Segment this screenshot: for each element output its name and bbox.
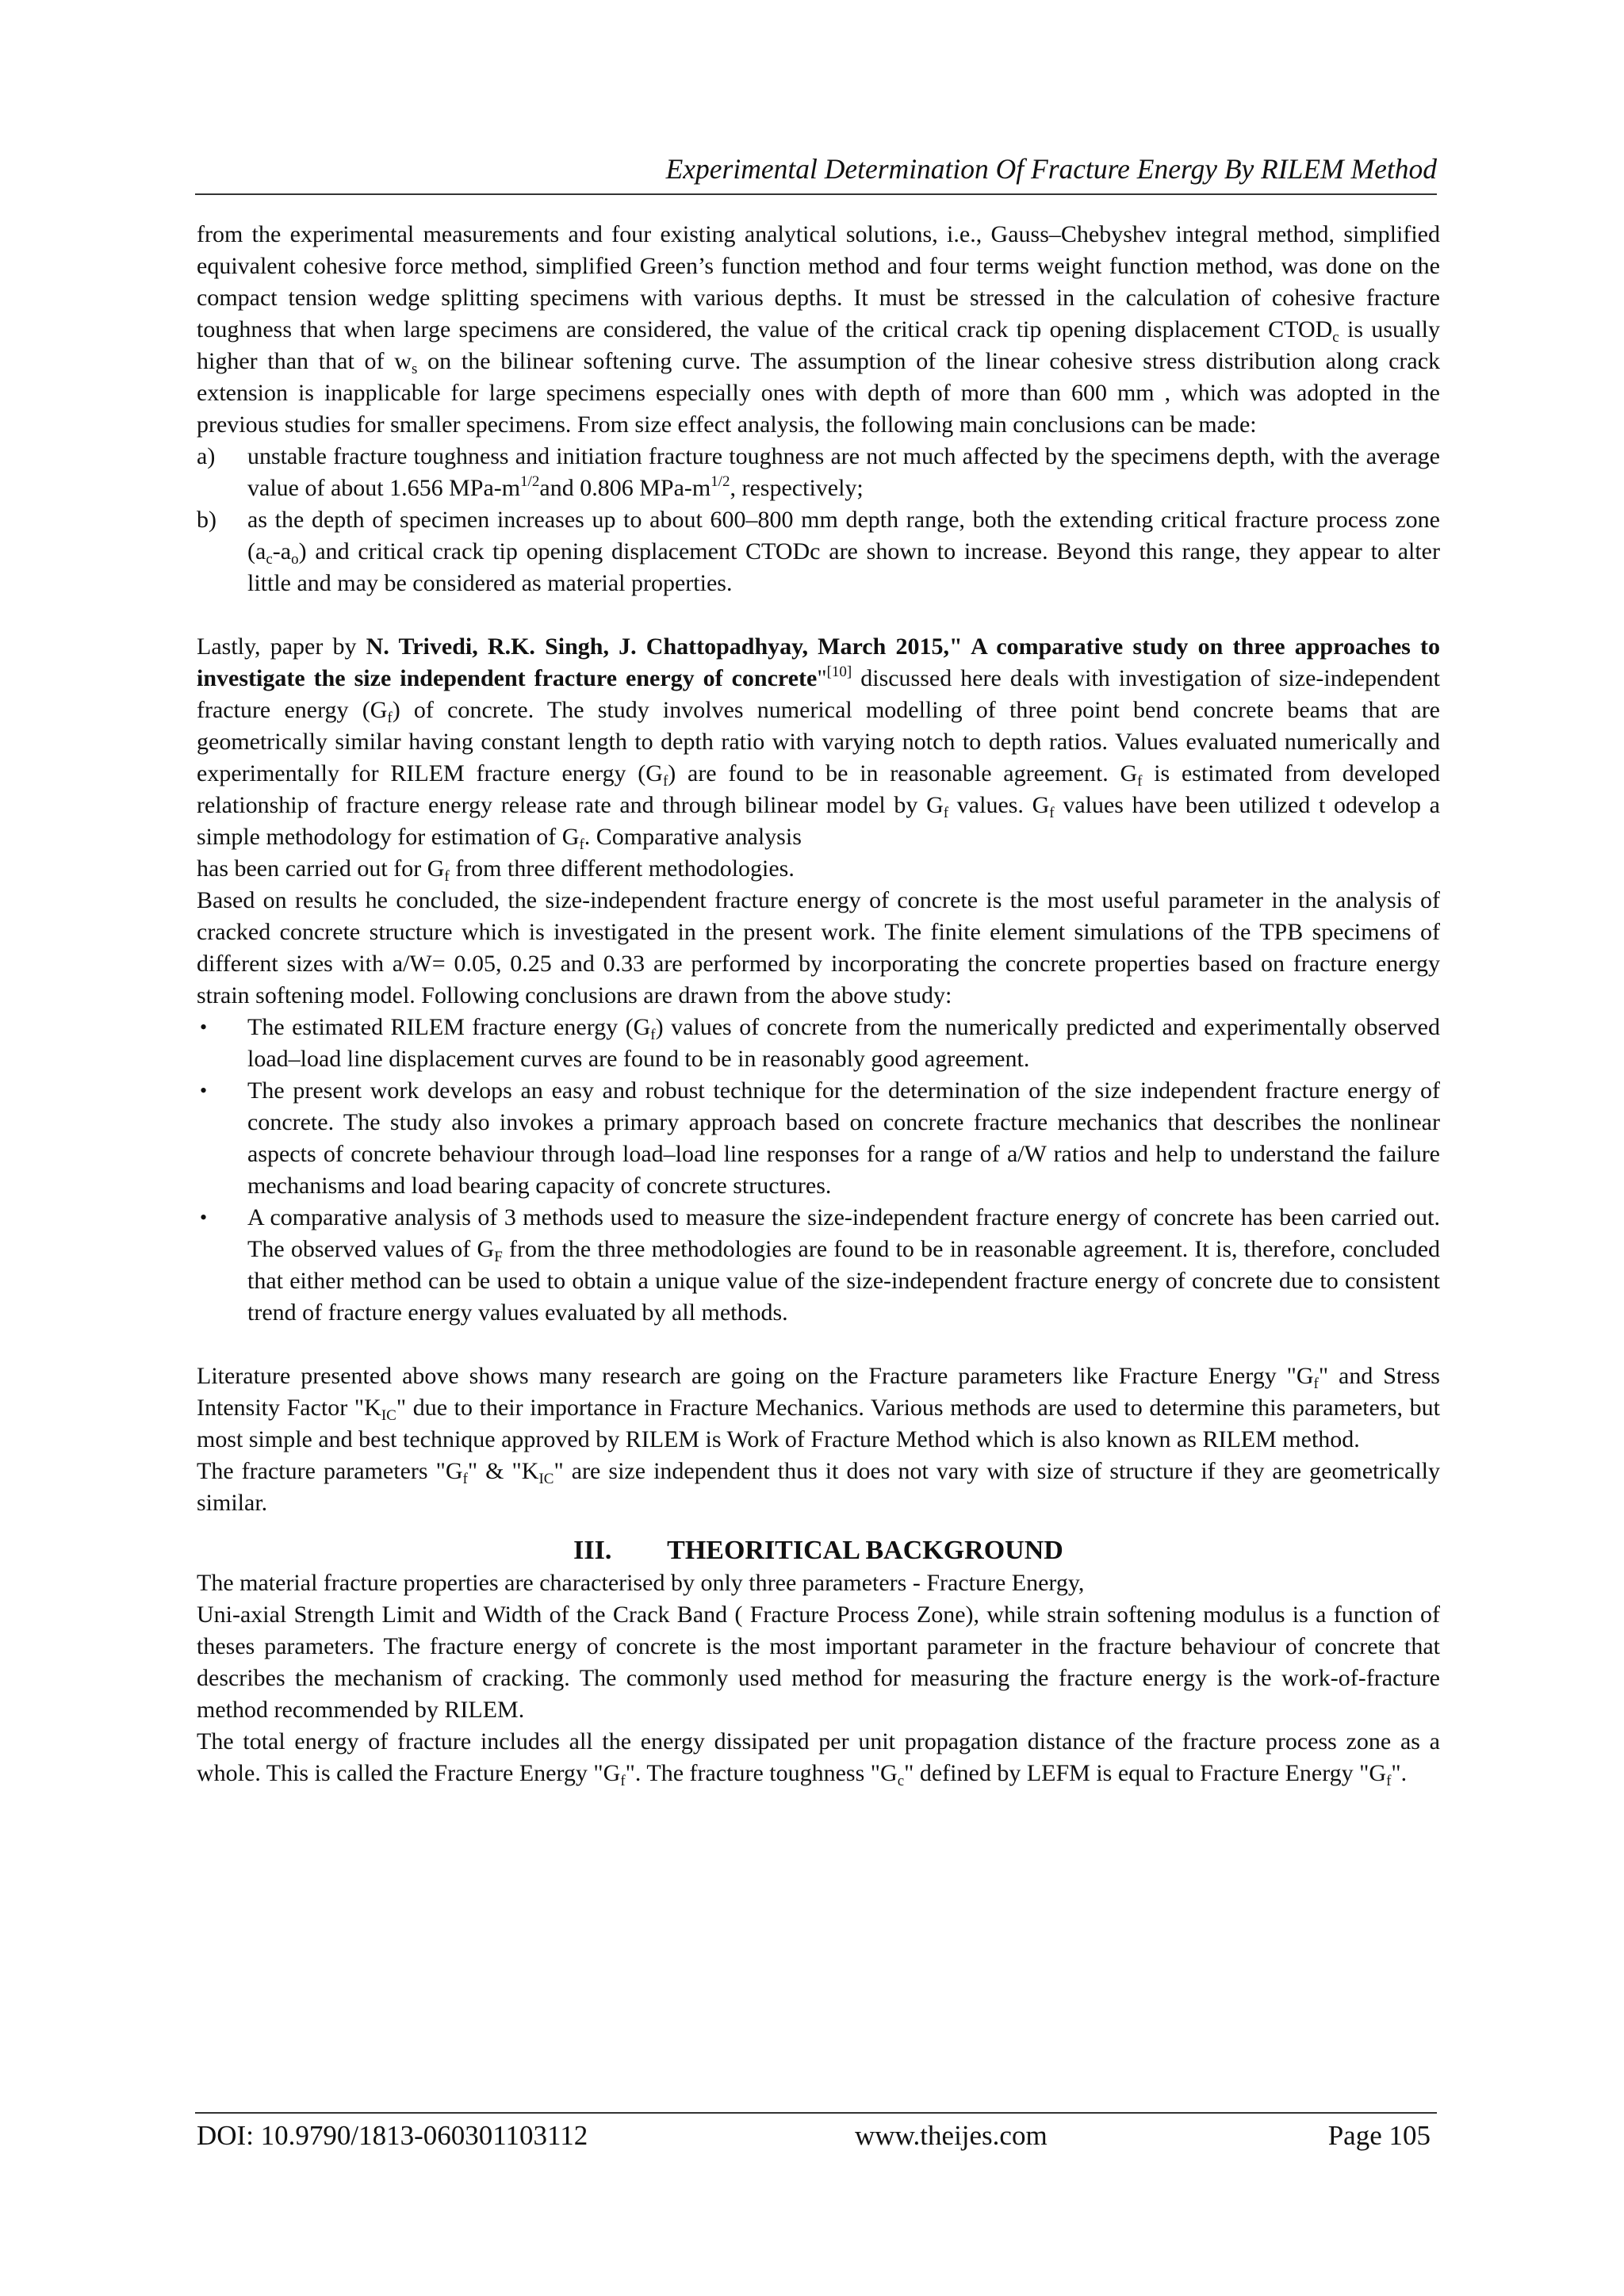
section-number: III.	[573, 1536, 612, 1565]
size-effect-conclusions	[197, 441, 1440, 599]
size-independent-paragraph: The fracture parameters "$G_f$" & "$K_{IC}$" are size independent thus it does not vary with size of structure if they are geometrically similar.	[197, 1458, 1440, 1516]
section-heading	[197, 1534, 1440, 1567]
footer-page-number: Page 105	[1327, 2120, 1431, 2151]
header-rule	[195, 193, 1437, 195]
conclusion-b: b) as the depth of specimen increases up to about 600–800 mm depth range, both the extending critical fracture process zone $(a_c-a_o)$ and critical crack tip opening displacement CTODc are shown to increase. Beyond this range, they appear to alter little and may be considered as material properties.	[197, 507, 1440, 596]
comparative-line: has been carried out for $G_f$ from three different methodologies.	[197, 855, 795, 885]
conclusion-bullet-3: • A comparative analysis of 3 methods used to measure the size-independent fracture energy of concrete has been carried out. The observed values of $G_F$ from the three methodologies are found to be in reasonable agreement. It is, therefore, concluded that either method can be used to obtain a unique value of the size-independent fracture energy of concrete due to consistent trend of fracture energy values evaluated by all methods.	[197, 1202, 1440, 1329]
study-conclusions	[197, 1012, 1440, 1329]
footer-website: www.theijes.com	[855, 2120, 1048, 2151]
section-paragraph-2: Uni-axial Strength Limit and Width of the Crack Band ( Fracture Process Zone), while strain softening modulus is a function of theses parameters. The fracture energy of concrete is the most important parameter in the fracture behaviour of concrete that describes the mechanism of cracking. The commonly used method for measuring the fracture energy is the work-of-fracture method recommended by RILEM.	[197, 1601, 1440, 1723]
conclusion-bullet-2: • The present work develops an easy and robust technique for the determination of the size independent fracture energy of concrete. The study also invokes a primary approach based on concrete fracture mechanics that describes the nonlinear aspects of concrete behaviour through load–load line responses for a range of a/W ratios and help to understand the failure mechanisms and load bearing capacity of concrete structures.	[197, 1075, 1440, 1202]
conclusion-bullet-1: • The estimated RILEM fracture energy $(G_f)$ values of concrete from the numerically predicted and experimentally observed load–load line displacement curves are found to be in reasonably good agreement.	[197, 1012, 1440, 1075]
bullet-icon: •	[200, 1206, 208, 1229]
results-paragraph: Based on results he concluded, the size-independent fracture energy of concrete is the most useful parameter in the analysis of cracked concrete structure which is investigated in the present work. The finite element simulations of the TPB specimens of different sizes with a/W= 0.05, 0.25 and 0.33 are performed by incorporating the concrete properties based on fracture energy strain softening model. Following conclusions are drawn from the above study:	[197, 887, 1440, 1008]
bullet-icon: •	[200, 1079, 208, 1102]
bullet-icon: •	[200, 1016, 208, 1039]
footer-doi: DOI: 10.9790/1813-060301103112	[197, 2120, 588, 2151]
trivedi-paragraph: Lastly, paper by N. Trivedi, R.K. Singh, J. Chattopadhyay, March 2015," A comparative study on three approaches to investigate the size independent fracture energy of concrete"[10] discussed here deals with investigation of size-independent fracture energy $(G_f)$ of concrete. The study involves numerical modelling of three point bend concrete beams that are geometrically similar having constant length to depth ratio with varying notch to depth ratios. Values evaluated numerically and experimentally for RILEM fracture energy $(G_f)$ are found to be in reasonable agreement. $G_f$ is estimated from developed relationship of fracture energy release rate and through bilinear model by $G_f$ values. $G_f$ values have been utilized t odevelop a simple methodology for estimation of $G_f$. Comparative analysis	[197, 633, 1441, 853]
page-footer	[197, 2118, 1437, 2154]
section-line-1: The material fracture properties are characterised by only three parameters - Fracture Energy,	[197, 1570, 1085, 1596]
intro-paragraph: from the experimental measurements and four existing analytical solutions, i.e., Gauss–Chebyshev integral method, simplified equivalent cohesive force method, simplified Green’s function method and four terms weight function method, was done on the compact tension wedge splitting specimens with various depths. It must be stressed in the calculation of cohesive fracture toughness that when large specimens are considered, the value of the critical crack tip opening displacement $CTOD_c$ is usually higher than that of $w_s$ on the bilinear softening curve. The assumption of the linear cohesive stress distribution along crack extension is inapplicable for large specimens especially ones with depth of more than 600 mm , which was adopted in the previous studies for smaller specimens. From size effect analysis, the following main conclusions can be made:	[197, 221, 1441, 438]
conclusion-a: a) unstable fracture toughness and initiation fracture toughness are not much affected by the specimens depth, with the average value of about 1.656 MPa-$m^{1/2}and$ 0.806 MPa-$m^{1/2}$, respectively;	[197, 443, 1440, 501]
page-content	[197, 219, 1440, 1789]
literature-paragraph: Literature presented above shows many research are going on the Fracture parameters like Fracture Energy "$G_f$" and Stress Intensity Factor "$K_{IC}$" due to their importance in Fracture Mechanics. Various methods are used to determine this parameters, but most simple and best technique approved by RILEM is Work of Fracture Method which is also known as RILEM method.	[197, 1363, 1441, 1452]
running-header: Experimental Determination Of Fracture Energy By RILEM Method	[665, 153, 1437, 185]
footer-rule	[195, 2112, 1437, 2114]
section-paragraph-3: The total energy of fracture includes all the energy dissipated per unit propagation distance of the fracture process zone as a whole. This is called the Fracture Energy "$G_f$". The fracture toughness "$G_c$" defined by LEFM is equal to Fracture Energy "$G_f$".	[197, 1728, 1440, 1789]
paragraph-gap	[197, 1329, 1440, 1360]
paragraph-gap	[197, 599, 1440, 631]
section-title: THEORITICAL BACKGROUND	[667, 1536, 1063, 1565]
